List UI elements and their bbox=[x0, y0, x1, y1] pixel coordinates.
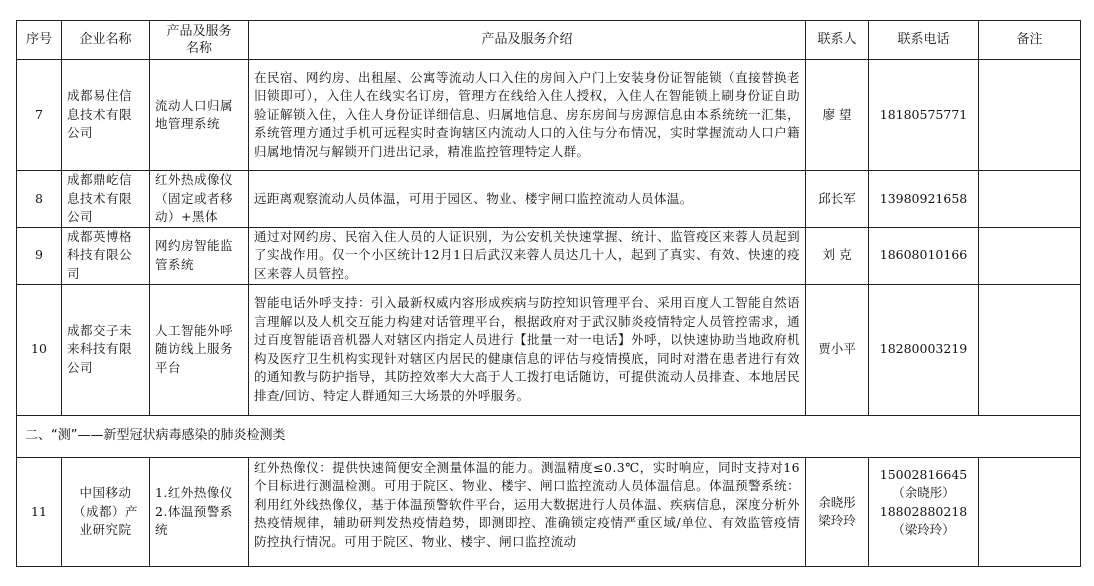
phone-2-note: （梁玲玲） bbox=[892, 522, 955, 537]
contact-1: 余晓彤 bbox=[818, 494, 856, 510]
row-remark bbox=[979, 227, 1081, 284]
row-company: 成都交子未来科技有限公司 bbox=[62, 284, 150, 415]
header-intro: 产品及服务介绍 bbox=[249, 21, 806, 60]
row-contact: 刘 克 bbox=[806, 227, 869, 284]
row-product: 网约房智能监管系统 bbox=[150, 227, 249, 284]
row-phone: 13980921658 bbox=[869, 171, 979, 228]
row-no: 8 bbox=[17, 171, 62, 228]
header-contact: 联系人 bbox=[806, 21, 869, 60]
phone-2: 18802880218 bbox=[879, 503, 968, 519]
row-company: 成都易住信息技术有限公司 bbox=[62, 60, 150, 171]
enterprise-table bbox=[16, 20, 1081, 567]
header-company: 企业名称 bbox=[62, 21, 150, 60]
product-item-2: 2.体温预警系统 bbox=[155, 503, 233, 538]
table-row bbox=[17, 171, 1081, 228]
row-intro: 远距离观察流动人员体温，可用于园区、物业、楼宇闸口监控流动人员体温。 bbox=[249, 171, 806, 228]
phone-1-note: （余晓彤） bbox=[892, 485, 955, 500]
row-company: 成都英博格科技有限公司 bbox=[62, 227, 150, 284]
row-phone bbox=[869, 457, 979, 566]
row-contact: 贾小平 bbox=[806, 284, 869, 415]
row-contact: 廖 望 bbox=[806, 60, 869, 171]
header-remark: 备注 bbox=[979, 21, 1081, 60]
row-contact: 邱长军 bbox=[806, 171, 869, 228]
header-phone: 联系电话 bbox=[869, 21, 979, 60]
row-no: 9 bbox=[17, 227, 62, 284]
row-intro: 在民宿、网约房、出租屋、公寓等流动人口入住的房间入户门上安装身份证智能锁（直接替换老旧锁即可），入住人在线实名订房，管理方在线给入住人授权，入住人在智能锁上刷身份证自助验证解锁入住，入住人身份证详细信息、归属地信息、房东房间与房源信息由本系统统一汇集，系统管理方通过手机可远程实时查询辖区内流动人口的入住与分布情况，实时掌握流动人口户籍归属地情况与解锁开门进出记录，精准监控管理特定人群。 bbox=[249, 60, 806, 171]
row-product bbox=[150, 457, 249, 566]
row-product: 流动人口归属地管理系统 bbox=[150, 60, 249, 171]
row-no: 11 bbox=[17, 457, 62, 566]
section-heading: 二、“测”——新型冠状病毒感染的肺炎检测类 bbox=[17, 415, 1081, 457]
table-row bbox=[17, 284, 1081, 415]
row-contact bbox=[806, 457, 869, 566]
row-remark bbox=[979, 171, 1081, 228]
row-no: 10 bbox=[17, 284, 62, 415]
row-phone: 18180575771 bbox=[869, 60, 979, 171]
row-intro: 红外热像仪：提供快速简便安全测量体温的能力。测温精度≤0.3℃，实时响应，同时支持对16个目标进行测温检测。可用于院区、物业、楼宇、闸口监控流动人员体温信息。体温预警系统：利用红外线热像仪，基于体温预警软件平台，运用大数据进行人员体温、疾病信息，深度分析外热疫情规律，辅助研判发热疫情趋势，即测即控、准确锁定疫情严重区域/单位、有效监管疫情防控执行情况。可用于院区、物业、楼宇、闸口监控流动 bbox=[249, 457, 806, 566]
row-product: 人工智能外呼随访线上服务平台 bbox=[150, 284, 249, 415]
phone-1: 15002816645 bbox=[879, 466, 968, 482]
table-row bbox=[17, 60, 1081, 171]
row-remark bbox=[979, 60, 1081, 171]
row-no: 7 bbox=[17, 60, 62, 171]
header-no: 序号 bbox=[17, 21, 62, 60]
row-remark bbox=[979, 457, 1081, 566]
row-intro: 智能电话外呼支持：引入最新权威内容形成疾病与防控知识管理平台、采用百度人工智能自然语言理解以及人机交互能力构建对话管理平台，根据政府对于武汉肺炎疫情特定人员管控需求，通过百度智能语音机器人对辖区内指定人员进行【批量一对一电话】外呼，以快速协助当地政府机构及医疗卫生机构实现针对辖区内居民的健康信息的评估与疫情摸底，同时对潜在患者进行有效的通知教与防护指导，其防控效率大大高于人工拨打电话随访，可提供流动人员排查、本地居民排查/回访、特定人群通知三大场景的外呼服务。 bbox=[249, 284, 806, 415]
table-header-row bbox=[17, 21, 1081, 60]
section-heading-row bbox=[17, 415, 1081, 457]
product-item-1: 1.红外热像仪 bbox=[155, 485, 233, 501]
row-phone: 18280003219 bbox=[869, 284, 979, 415]
row-product: 红外热成像仪（固定或者移动）+黑体 bbox=[150, 171, 249, 228]
table-row bbox=[17, 457, 1081, 566]
row-phone: 18608010166 bbox=[869, 227, 979, 284]
row-company: 中国移动（成都）产业研究院 bbox=[62, 457, 150, 566]
header-product-name: 产品及服务名称 bbox=[150, 21, 249, 60]
row-remark bbox=[979, 284, 1081, 415]
table-row bbox=[17, 227, 1081, 284]
row-company: 成都鼎屹信息技术有限公司 bbox=[62, 171, 150, 228]
contact-2: 梁玲玲 bbox=[818, 513, 856, 528]
row-intro: 通过对网约房、民宿入住人员的人证识别，为公安机关快速掌握、统计、监管疫区来蓉人员起到了实战作用。仅一个小区统计12月1日后武汉来蓉人员达几十人，起到了真实、有效、快速的疫区来蓉人员管控。 bbox=[249, 227, 806, 284]
